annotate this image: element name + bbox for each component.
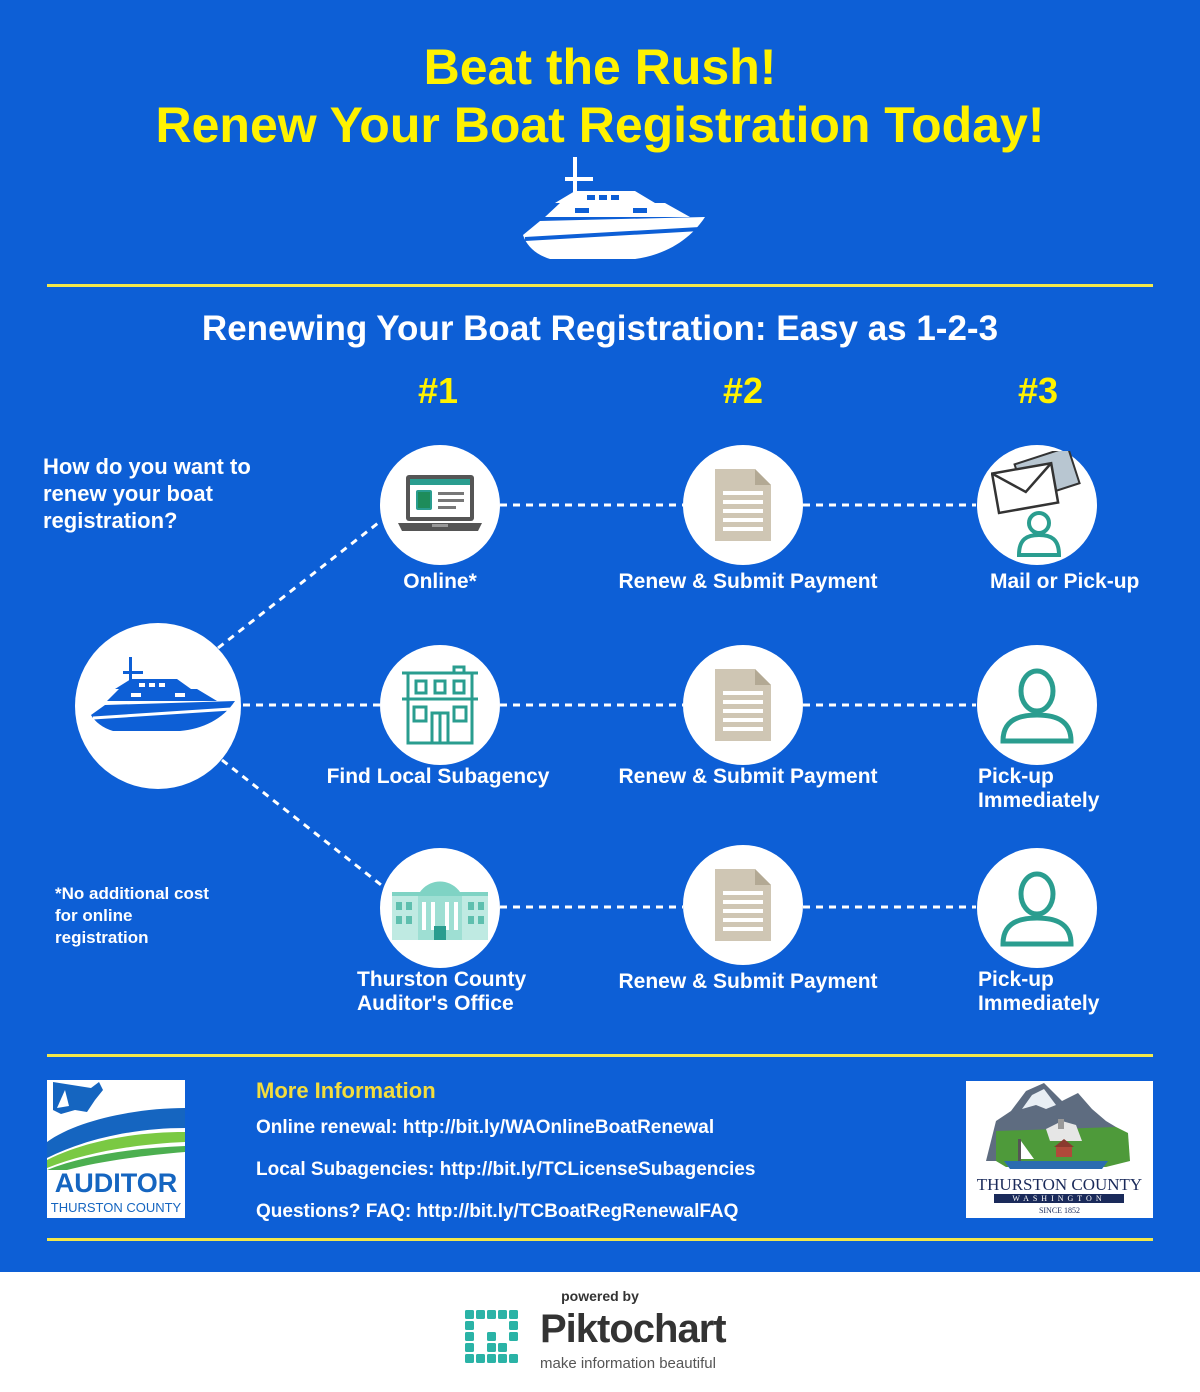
title-line-1: Beat the Rush!: [423, 39, 777, 95]
step2-circle-row1: [683, 445, 803, 565]
mail-person-icon: [991, 451, 1087, 561]
step2-circle-row2: [683, 645, 803, 765]
boat-icon: [85, 655, 235, 735]
step2-label-row3: Renew & Submit Payment: [618, 970, 878, 993]
piktochart-brand[interactable]: Piktochart: [540, 1307, 726, 1351]
county-logo-state: WASHINGTON: [994, 1194, 1124, 1203]
person-icon: [999, 665, 1075, 745]
auditor-logo-county: THURSTON COUNTY: [50, 1200, 182, 1215]
divider-middle: [47, 1054, 1153, 1057]
powered-by-text: powered by: [561, 1288, 639, 1304]
document-icon: [713, 867, 773, 943]
thurston-county-logo: [966, 1081, 1153, 1218]
step3-label-row3: Pick-up Immediately: [978, 968, 1100, 1015]
option-circle-auditor-office: [380, 848, 500, 968]
option-circle-online: [380, 445, 500, 565]
step3-circle-row2: [977, 645, 1097, 765]
piktochart-tagline: make information beautiful: [540, 1355, 716, 1372]
government-building-icon: [390, 876, 490, 942]
piktochart-logo-icon[interactable]: [465, 1310, 527, 1372]
document-icon: [713, 467, 773, 543]
step2-label-row2: Renew & Submit Payment: [618, 765, 878, 788]
auditor-logo: [47, 1080, 185, 1218]
step3-circle-row1: [977, 445, 1097, 565]
boat-circle: [75, 623, 241, 789]
step-number-1: #1: [417, 370, 459, 411]
document-icon: [713, 667, 773, 743]
step-number-3: #3: [1017, 370, 1059, 411]
question-text: How do you want to renew your boat registration?: [43, 454, 251, 533]
county-logo-name: THURSTON COUNTY: [976, 1175, 1143, 1194]
section-subtitle: Renewing Your Boat Registration: Easy as 1-2-3: [201, 309, 999, 348]
footnote-text: *No additional cost for online registration: [55, 884, 209, 947]
step2-label-row1: Renew & Submit Payment: [618, 570, 878, 593]
title-line-2: Renew Your Boat Registration Today!: [155, 97, 1045, 153]
step2-circle-row3: [683, 845, 803, 965]
step3-label-row1: Mail or Pick-up: [990, 570, 1140, 593]
online-renewal-link[interactable]: Online renewal: http://bit.ly/WAOnlineBoatRenewal: [256, 1117, 715, 1138]
county-logo-since: SINCE 1852: [1038, 1206, 1081, 1215]
option-label-auditor-office: Thurston County Auditor's Office: [357, 968, 527, 1015]
auditor-logo-word: AUDITOR: [54, 1168, 178, 1198]
option-label-online: Online*: [403, 570, 477, 593]
faq-link[interactable]: Questions? FAQ: http://bit.ly/TCBoatRegRenewalFAQ: [256, 1201, 739, 1222]
local-subagencies-link[interactable]: Local Subagencies: http://bit.ly/TCLicenseSubagencies: [256, 1159, 756, 1180]
more-info-heading: More Information: [256, 1078, 436, 1103]
person-icon: [999, 868, 1075, 948]
option-circle-subagency: [380, 645, 500, 765]
step3-label-row2: Pick-up Immediately: [978, 765, 1100, 812]
storefront-icon: [398, 663, 482, 747]
step3-circle-row3: [977, 848, 1097, 968]
step-number-2: #2: [722, 370, 764, 411]
option-label-subagency: Find Local Subagency: [326, 765, 550, 788]
divider-bottom: [47, 1238, 1153, 1241]
laptop-icon: [398, 473, 482, 537]
